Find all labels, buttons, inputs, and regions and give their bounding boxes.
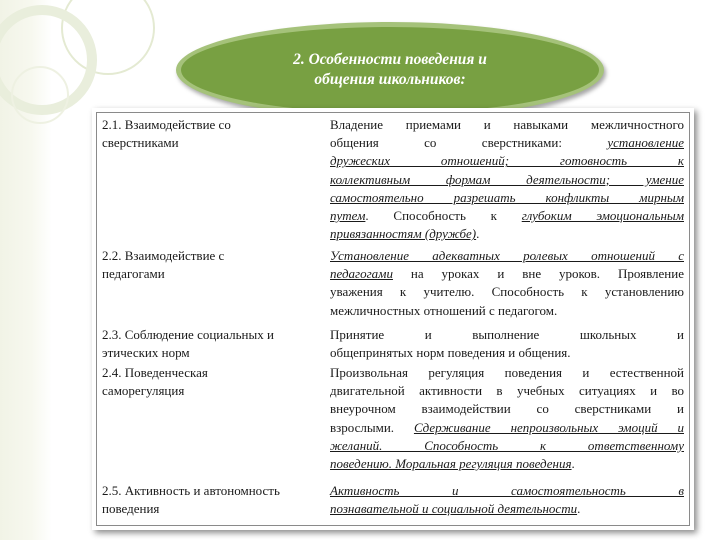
row-label bbox=[102, 326, 324, 362]
plain-text: . bbox=[577, 501, 581, 517]
row-label-line: 2.4. Поведенческая bbox=[102, 365, 208, 380]
description-line bbox=[330, 419, 684, 437]
row-label-line: этических норм bbox=[102, 345, 190, 361]
plain-text: Владение приемами и навыками межличностного bbox=[330, 117, 684, 132]
title-banner bbox=[176, 22, 604, 118]
row-label bbox=[102, 364, 324, 400]
row-description bbox=[330, 364, 684, 473]
row-label-line: 2.2. Взаимодействие с bbox=[102, 248, 225, 263]
emphasized-text: Сдерживание непроизвольных эмоций и bbox=[413, 419, 684, 435]
row-description bbox=[330, 326, 684, 362]
row-label-line: поведения bbox=[102, 501, 160, 517]
row-description bbox=[330, 482, 684, 518]
description-line bbox=[330, 302, 684, 320]
emphasized-text: педагогами bbox=[330, 266, 393, 282]
row-label-line: 2.3. Соблюдение социальных и bbox=[102, 327, 274, 342]
plain-text: . bbox=[571, 456, 575, 472]
emphasized-text: коллективным формам деятельности; умение bbox=[330, 171, 684, 187]
description-line bbox=[330, 134, 684, 152]
description-line bbox=[330, 437, 684, 455]
description-line bbox=[330, 283, 684, 301]
emphasized-text: поведению. Моральная регуляция поведения bbox=[330, 456, 572, 472]
row-label-line: 2.1. Взаимодействие со bbox=[102, 117, 231, 132]
title-line-2: общения школьников: bbox=[314, 71, 466, 88]
description-line bbox=[330, 247, 684, 265]
description-line bbox=[330, 116, 684, 134]
plain-text: на уроках и вне уроков. Проявление bbox=[392, 266, 684, 282]
description-line bbox=[330, 400, 684, 418]
plain-text: двигательной активности в учебных ситуациях и во bbox=[330, 383, 684, 399]
emphasized-text: установление bbox=[607, 135, 684, 151]
plain-text: Принятие и выполнение школьных и bbox=[330, 327, 684, 342]
row-label bbox=[102, 482, 324, 518]
description-line bbox=[330, 344, 684, 362]
description-line bbox=[330, 482, 684, 500]
background-side-band bbox=[0, 0, 52, 540]
slide-title bbox=[260, 50, 520, 90]
emphasized-text: Установление адекватных ролевых отношений с bbox=[330, 248, 684, 263]
description-line bbox=[330, 455, 684, 473]
row-label-line: сверстниками bbox=[102, 135, 179, 151]
description-line bbox=[330, 500, 684, 518]
row-description bbox=[330, 116, 684, 243]
description-line bbox=[330, 225, 684, 243]
emphasized-text: привязанностям (дружбе) bbox=[330, 226, 477, 242]
row-label bbox=[102, 247, 324, 283]
description-line bbox=[330, 326, 684, 344]
plain-text: Произвольная регуляция поведения и естественной bbox=[330, 365, 684, 380]
title-line-1: 2. Особенности поведения и bbox=[293, 51, 487, 68]
emphasized-text: желаний. Способность к ответственному bbox=[330, 437, 684, 453]
description-line bbox=[330, 152, 684, 170]
emphasized-text: Активность и самостоятельность в bbox=[330, 483, 684, 498]
row-description bbox=[330, 247, 684, 320]
plain-text: общепринятых норм поведения и общения. bbox=[330, 345, 571, 361]
emphasized-text: глубоким эмоциональным bbox=[521, 208, 684, 224]
description-line bbox=[330, 189, 684, 207]
row-label bbox=[102, 116, 324, 152]
description-line bbox=[330, 382, 684, 400]
emphasized-text: познавательной и социальной деятельности bbox=[330, 501, 578, 517]
plain-text: . bbox=[476, 226, 480, 242]
row-label-line: саморегуляция bbox=[102, 383, 185, 399]
plain-text: внеурочном взаимодействии со сверстниками и bbox=[330, 401, 684, 417]
emphasized-text: самостоятельно разрешать конфликты мирным bbox=[330, 189, 684, 205]
plain-text: взрослыми. bbox=[330, 419, 414, 435]
plain-text: уважения к учителю. Способность к установлению bbox=[330, 284, 684, 300]
plain-text: общения со сверстниками: bbox=[330, 135, 608, 151]
plain-text: межличностных отношений с педагогом. bbox=[330, 302, 558, 318]
description-line bbox=[330, 364, 684, 382]
description-line bbox=[330, 171, 684, 189]
emphasized-text: дружеских отношений; готовность к bbox=[330, 153, 684, 169]
row-label-line: 2.5. Активность и автономность bbox=[102, 483, 280, 498]
description-line bbox=[330, 207, 684, 225]
emphasized-text: путем bbox=[330, 208, 366, 224]
description-line bbox=[330, 265, 684, 283]
row-label-line: педагогами bbox=[102, 266, 165, 282]
plain-text: . Способность к bbox=[365, 208, 522, 224]
